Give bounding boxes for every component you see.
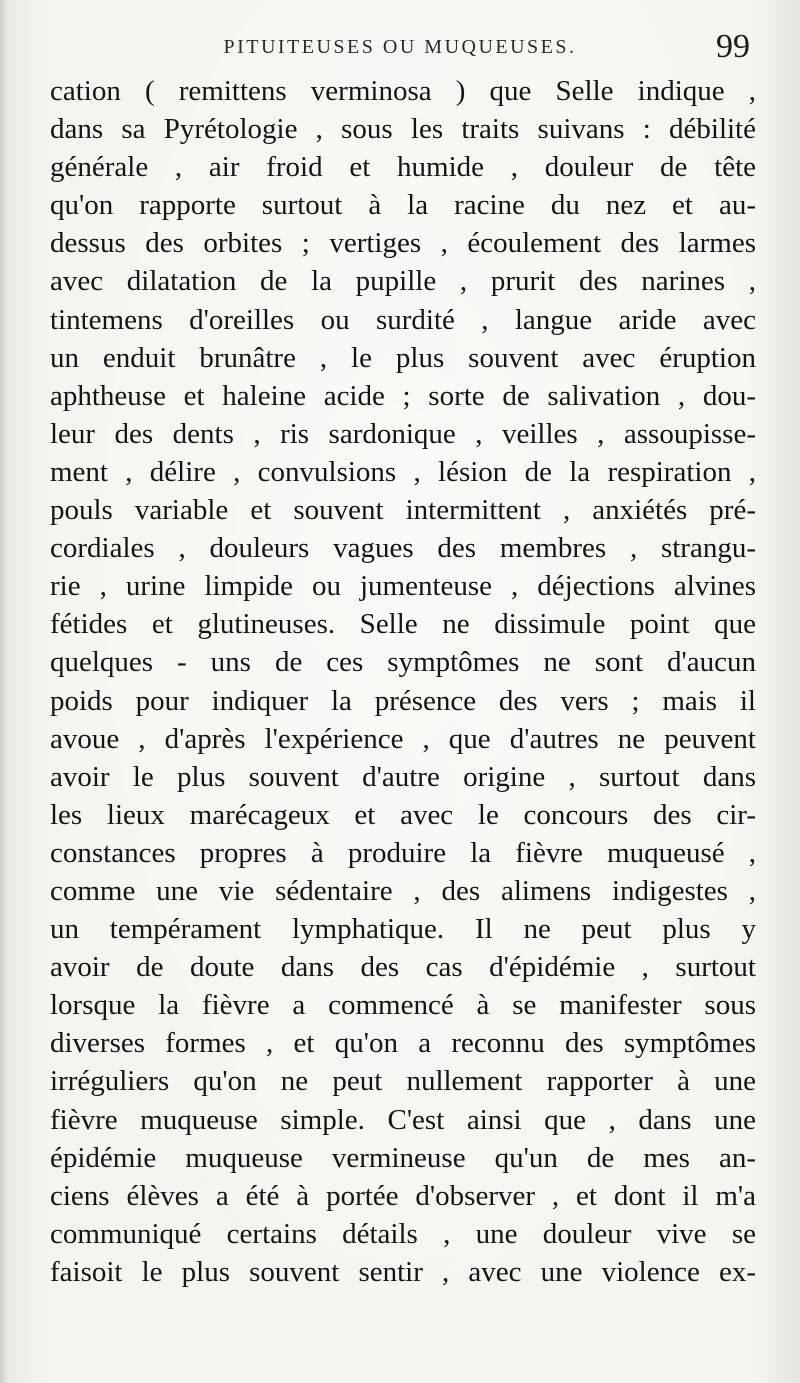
text-line: fétides et glutineuses. Selle ne dissimule point que (50, 608, 756, 641)
text-line: ment , délire , convulsions , lésion de la respiration , (50, 455, 756, 488)
text-line: un enduit brunâtre , le plus souvent avec éruption (50, 341, 756, 374)
text-line: communiqué certains détails , une douleur vive se (50, 1217, 756, 1250)
text-line: rie , urine limpide ou jumenteuse , déjections alvines (50, 570, 756, 603)
text-line: dans sa Pyrétologie , sous les traits suivans : débilité (50, 113, 756, 146)
text-line: pouls variable et souvent intermittent , anxiétés pré- (50, 494, 756, 527)
text-line: avoir de doute dans des cas d'épidémie , surtout (50, 951, 756, 984)
page-number: 99 (716, 28, 750, 65)
text-line: avoir le plus souvent d'autre origine , surtout dans (50, 760, 756, 793)
text-line: cation ( remittens verminosa ) que Selle indique , (50, 75, 756, 107)
text-line: constances propres à produire la fièvre muqueusé , (50, 836, 756, 869)
text-line: quelques - uns de ces symptômes ne sont d'aucun (50, 646, 756, 679)
text-line: diverses formes , et qu'on a reconnu des symptômes (50, 1027, 756, 1060)
text-line: leur des dents , ris sardonique , veilles , assoupisse- (50, 417, 756, 450)
text-line: faisoit le plus souvent sentir , avec une violence ex- (50, 1255, 756, 1288)
running-title: PITUITEUSES OU MUQUEUSES. (223, 36, 577, 58)
text-line: tintemens d'oreilles ou surdité , langue aride avec (50, 303, 756, 336)
text-line: aphtheuse et haleine acide ; sorte de salivation , dou- (50, 379, 756, 412)
text-line: générale , air froid et humide , douleur de tête (50, 151, 756, 184)
body-text (50, 72, 756, 1291)
text-line: irréguliers qu'on ne peut nullement rapporter à une (50, 1065, 756, 1098)
text-line: poids pour indiquer la présence des vers ; mais il (50, 684, 756, 717)
text-line: épidémie muqueuse vermineuse qu'un de mes an- (50, 1141, 756, 1174)
text-line: les lieux marécageux et avec le concours des cir- (50, 798, 756, 831)
text-line: un tempérament lymphatique. Il ne peut plus y (50, 913, 756, 946)
running-head (40, 28, 760, 68)
text-line: cordiales , douleurs vagues des membres , strangu- (50, 532, 756, 565)
text-line: avoue , d'après l'expérience , que d'autres ne peuvent (50, 722, 756, 755)
text-line: ciens élèves a été à portée d'observer , et dont il m'a (50, 1179, 756, 1212)
page-edge-shadow (0, 0, 8, 1383)
text-line: avec dilatation de la pupille , prurit des narines , (50, 265, 756, 298)
text-line: dessus des orbites ; vertiges , écoulement des larmes (50, 227, 756, 260)
text-line: qu'on rapporte surtout à la racine du nez et au- (50, 189, 756, 222)
text-line: lorsque la fièvre a commencé à se manifester sous (50, 989, 756, 1022)
text-line: fièvre muqueuse simple. C'est ainsi que , dans une (50, 1103, 756, 1136)
text-line: comme une vie sédentaire , des alimens indigestes , (50, 874, 756, 907)
